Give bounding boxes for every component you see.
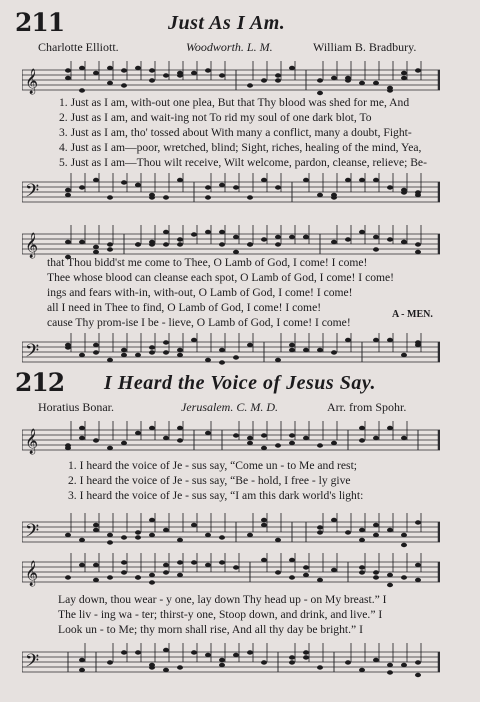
note-head <box>373 575 379 579</box>
note-head <box>65 193 71 197</box>
bass-clef-icon: 𝄢 <box>25 651 40 676</box>
note-head <box>135 535 141 539</box>
note-head <box>93 250 99 254</box>
note-head <box>261 433 267 437</box>
tune-name: Jerusalem. C. M. D. <box>181 400 278 414</box>
note-head <box>205 653 211 657</box>
note-head <box>415 250 421 254</box>
note-head <box>401 575 407 579</box>
note-head <box>191 560 197 564</box>
note-head <box>275 78 281 82</box>
note-head <box>415 520 421 524</box>
note-head <box>415 343 421 347</box>
note-head <box>121 535 127 539</box>
note-head <box>191 338 197 342</box>
note-head <box>65 188 71 192</box>
verse-line: 3. I heard the voice of Je - sus say, “I am this dark world's light: <box>68 489 364 502</box>
note-head <box>401 436 407 440</box>
verse-line: 2. I heard the voice of Je - sus say, “Be - hold, I free - ly give <box>68 474 351 487</box>
note-head <box>219 73 225 77</box>
note-head <box>233 565 239 569</box>
note-head <box>415 193 421 197</box>
note-head <box>163 563 169 567</box>
note-head <box>177 237 183 241</box>
note-head <box>107 66 113 70</box>
note-head <box>359 81 365 85</box>
note-head <box>247 650 253 654</box>
note-head <box>149 242 155 246</box>
hymn-title: Just As I Am. <box>168 12 286 34</box>
note-head <box>149 426 155 430</box>
bass-staff <box>22 640 440 680</box>
note-head <box>163 73 169 77</box>
note-head <box>359 570 365 574</box>
bass-clef-icon: 𝄢 <box>25 521 40 546</box>
note-head <box>401 543 407 547</box>
note-head <box>177 242 183 246</box>
note-head <box>387 338 393 342</box>
note-head <box>345 660 351 664</box>
note-head <box>373 338 379 342</box>
note-head <box>177 438 183 442</box>
note-head <box>93 245 99 249</box>
note-head <box>79 66 85 70</box>
bass-staff <box>22 330 440 370</box>
note-head <box>107 660 113 664</box>
note-head <box>135 242 141 246</box>
note-head <box>107 195 113 199</box>
note-head <box>121 441 127 445</box>
note-head <box>163 668 169 672</box>
note-head <box>163 436 169 440</box>
note-head <box>303 565 309 569</box>
note-head <box>317 348 323 352</box>
note-head <box>275 235 281 239</box>
verse-line: Lay down, thou wear - y one, lay down Thy head up - on My breast.” I <box>58 593 387 606</box>
note-head <box>79 658 85 662</box>
note-head <box>289 66 295 70</box>
note-head <box>317 78 323 82</box>
treble-staff <box>22 58 440 98</box>
note-head <box>261 518 267 522</box>
note-head <box>303 436 309 440</box>
note-head <box>345 178 351 182</box>
treble-clef-icon: 𝄞 <box>25 429 39 454</box>
treble-clef-icon: 𝄞 <box>25 561 39 586</box>
note-head <box>345 78 351 82</box>
note-head <box>387 237 393 241</box>
bass-clef-icon: 𝄢 <box>25 341 40 366</box>
staff-notation <box>22 510 440 550</box>
note-head <box>163 648 169 652</box>
note-head <box>219 360 225 364</box>
note-head <box>275 73 281 77</box>
note-head <box>387 670 393 674</box>
staff-notation <box>22 418 440 458</box>
note-head <box>219 658 225 662</box>
note-head <box>177 73 183 77</box>
note-head <box>415 68 421 72</box>
note-head <box>149 78 155 82</box>
note-head <box>219 183 225 187</box>
note-head <box>373 658 379 662</box>
note-head <box>177 178 183 182</box>
note-head <box>387 528 393 532</box>
verse-line: 1. Just as I am, with-out one plea, But that Thy blood was shed for me, And <box>59 96 410 109</box>
note-head <box>261 523 267 527</box>
note-head <box>135 530 141 534</box>
note-head <box>261 558 267 562</box>
note-head <box>107 242 113 246</box>
note-head <box>359 565 365 569</box>
note-head <box>93 528 99 532</box>
note-head <box>79 436 85 440</box>
note-head <box>121 650 127 654</box>
verse-line: that Thou bidd'st me come to Thee, O Lamb of God, I come! I come! <box>47 256 368 269</box>
verse-line: cause Thy prom-ise I be - lieve, O Lamb of God, I come! I come! <box>47 316 351 329</box>
note-head <box>205 195 211 199</box>
note-head <box>177 538 183 542</box>
note-head <box>219 242 225 246</box>
composer-credit: Arr. from Spohr. <box>327 400 407 414</box>
note-head <box>177 426 183 430</box>
note-head <box>205 431 211 435</box>
note-head <box>205 230 211 234</box>
note-head <box>345 530 351 534</box>
hymn-number: 211 <box>15 8 65 37</box>
note-head <box>345 237 351 241</box>
note-head <box>233 653 239 657</box>
staff-notation <box>22 330 440 370</box>
note-head <box>233 235 239 239</box>
note-head <box>219 230 225 234</box>
note-head <box>191 523 197 527</box>
note-head <box>331 76 337 80</box>
note-head <box>247 242 253 246</box>
note-head <box>149 345 155 349</box>
note-head <box>191 650 197 654</box>
note-head <box>205 358 211 362</box>
note-head <box>247 436 253 440</box>
note-head <box>79 240 85 244</box>
verse-line: 4. Just as I am—poor, wretched, blind; Sight, riches, healing of the mind, Yea, <box>59 141 422 154</box>
note-head <box>121 570 127 574</box>
note-head <box>401 353 407 357</box>
verse-line: 1. I heard the voice of Je - sus say, “Come un - to Me and rest; <box>68 459 358 472</box>
note-head <box>303 573 309 577</box>
note-head <box>303 348 309 352</box>
note-head <box>107 533 113 537</box>
note-head <box>289 433 295 437</box>
staff-notation <box>22 58 440 98</box>
note-head <box>317 91 323 95</box>
note-head <box>373 436 379 440</box>
note-head <box>359 438 365 442</box>
bass-clef-icon: 𝄢 <box>25 181 40 206</box>
note-head <box>121 348 127 352</box>
note-head <box>373 81 379 85</box>
note-head <box>261 78 267 82</box>
note-head <box>359 426 365 430</box>
note-head <box>373 523 379 527</box>
staff-notation <box>22 170 440 210</box>
note-head <box>331 441 337 445</box>
note-head <box>107 81 113 85</box>
note-head <box>205 533 211 537</box>
note-head <box>79 668 85 672</box>
note-head <box>233 355 239 359</box>
note-head <box>303 178 309 182</box>
note-head <box>65 533 71 537</box>
staff-notation <box>22 640 440 680</box>
hymn-title: I Heard the Voice of Jesus Say. <box>104 372 376 394</box>
tune-name: Woodworth. L. M. <box>186 40 273 54</box>
staff-notation <box>22 550 440 590</box>
note-head <box>177 560 183 564</box>
note-head <box>79 563 85 567</box>
note-head <box>289 655 295 659</box>
note-head <box>289 343 295 347</box>
note-head <box>261 237 267 241</box>
note-head <box>373 235 379 239</box>
author-credit: Horatius Bonar. <box>38 400 114 414</box>
note-head <box>79 88 85 92</box>
note-head <box>359 230 365 234</box>
author-credit: Charlotte Elliott. <box>38 40 119 54</box>
note-head <box>107 358 113 362</box>
verse-line: 5. Just as I am—Thou wilt receive, Wilt welcome, pardon, cleanse, relieve; Be- <box>59 156 427 169</box>
note-head <box>65 240 71 244</box>
note-head <box>121 180 127 184</box>
note-head <box>219 560 225 564</box>
note-head <box>247 195 253 199</box>
note-head <box>177 353 183 357</box>
note-head <box>401 533 407 537</box>
note-head <box>65 76 71 80</box>
note-head <box>65 575 71 579</box>
treble-staff <box>22 418 440 458</box>
note-head <box>65 68 71 72</box>
note-head <box>177 665 183 669</box>
note-head <box>163 350 169 354</box>
note-head <box>93 563 99 567</box>
composer-credit: William B. Bradbury. <box>313 40 417 54</box>
note-head <box>149 580 155 584</box>
verse-line: 2. Just as I am, and wait-ing not To rid my soul of one dark blot, To <box>59 111 372 124</box>
note-head <box>93 350 99 354</box>
note-head <box>275 185 281 189</box>
note-head <box>415 578 421 582</box>
bass-staff <box>22 510 440 550</box>
note-head <box>191 232 197 236</box>
verse-line: Thee whose blood can cleanse each spot, O Lamb of God, I come! I come! <box>47 271 395 284</box>
note-head <box>401 663 407 667</box>
note-head <box>93 438 99 442</box>
note-head <box>149 68 155 72</box>
note-head <box>359 668 365 672</box>
note-head <box>135 575 141 579</box>
note-head <box>107 446 113 450</box>
note-head <box>261 446 267 450</box>
note-head <box>205 185 211 189</box>
hymn-number: 212 <box>15 368 65 397</box>
note-head <box>163 242 169 246</box>
note-head <box>149 573 155 577</box>
note-head <box>149 663 155 667</box>
note-head <box>163 230 169 234</box>
note-head <box>373 570 379 574</box>
note-head <box>163 195 169 199</box>
note-head <box>65 446 71 450</box>
note-head <box>331 518 337 522</box>
note-head <box>135 66 141 70</box>
verse-line: ings and fears with-in, with-out, O Lamb of God, I come! I come! <box>47 286 353 299</box>
note-head <box>289 660 295 664</box>
note-head <box>191 71 197 75</box>
note-head <box>93 71 99 75</box>
note-head <box>233 185 239 189</box>
note-head <box>121 68 127 72</box>
note-head <box>93 523 99 527</box>
note-head <box>261 178 267 182</box>
note-head <box>177 573 183 577</box>
verse-line: Look un - to Me; thy morn shall rise, And all thy day be bright.” I <box>58 623 363 636</box>
note-head <box>359 178 365 182</box>
note-head <box>247 441 253 445</box>
note-head <box>289 348 295 352</box>
note-head <box>289 575 295 579</box>
note-head <box>149 533 155 537</box>
note-head <box>387 426 393 430</box>
note-head <box>359 538 365 542</box>
note-head <box>387 185 393 189</box>
note-head <box>401 240 407 244</box>
note-head <box>247 83 253 87</box>
note-head <box>163 340 169 344</box>
note-head <box>65 343 71 347</box>
note-head <box>177 348 183 352</box>
note-head <box>93 343 99 347</box>
note-head <box>345 338 351 342</box>
note-head <box>135 650 141 654</box>
note-head <box>289 235 295 239</box>
note-head <box>219 535 225 539</box>
note-head <box>233 250 239 254</box>
note-head <box>317 665 323 669</box>
note-head <box>205 68 211 72</box>
note-head <box>317 193 323 197</box>
note-head <box>387 663 393 667</box>
note-head <box>331 240 337 244</box>
bass-staff <box>22 170 440 210</box>
note-head <box>289 558 295 562</box>
note-head <box>387 573 393 577</box>
note-head <box>415 673 421 677</box>
note-head <box>331 350 337 354</box>
note-head <box>121 560 127 564</box>
note-head <box>401 76 407 80</box>
note-head <box>149 195 155 199</box>
amen-label: A - MEN. <box>392 309 433 320</box>
note-head <box>401 71 407 75</box>
note-head <box>317 530 323 534</box>
note-head <box>135 353 141 357</box>
note-head <box>135 431 141 435</box>
note-head <box>373 533 379 537</box>
note-head <box>317 578 323 582</box>
note-head <box>79 426 85 430</box>
verse-line: all I need in Thee to find, O Lamb of God, I come! I come! <box>47 301 322 314</box>
note-head <box>317 443 323 447</box>
note-head <box>219 663 225 667</box>
note-head <box>163 528 169 532</box>
verse-line: 3. Just as I am, tho' tossed about With many a conflict, many a doubt, Fight- <box>59 126 412 139</box>
note-head <box>163 570 169 574</box>
note-head <box>247 343 253 347</box>
note-head <box>275 538 281 542</box>
note-head <box>303 655 309 659</box>
note-head <box>121 353 127 357</box>
note-head <box>93 578 99 582</box>
note-head <box>107 540 113 544</box>
note-head <box>289 441 295 445</box>
note-head <box>107 575 113 579</box>
note-head <box>149 350 155 354</box>
note-head <box>93 178 99 182</box>
note-head <box>275 570 281 574</box>
treble-clef-icon: 𝄞 <box>25 233 39 258</box>
note-head <box>219 348 225 352</box>
note-head <box>149 518 155 522</box>
note-head <box>275 242 281 246</box>
note-head <box>387 88 393 92</box>
note-head <box>415 660 421 664</box>
note-head <box>317 525 323 529</box>
note-head <box>121 83 127 87</box>
note-head <box>233 433 239 437</box>
note-head <box>107 247 113 251</box>
note-head <box>79 538 85 542</box>
note-head <box>303 650 309 654</box>
treble-staff <box>22 550 440 590</box>
note-head <box>261 660 267 664</box>
note-head <box>415 242 421 246</box>
note-head <box>79 185 85 189</box>
note-head <box>275 443 281 447</box>
note-head <box>205 563 211 567</box>
verse-line: The liv - ing wa - ter; thirst-y one, Stoop down, and drink, and live.” I <box>58 608 383 621</box>
note-head <box>373 247 379 251</box>
note-head <box>415 563 421 567</box>
note-head <box>79 353 85 357</box>
note-head <box>373 178 379 182</box>
note-head <box>275 358 281 362</box>
note-head <box>247 533 253 537</box>
note-head <box>135 183 141 187</box>
note-head <box>303 235 309 239</box>
note-head <box>331 195 337 199</box>
note-head <box>359 528 365 532</box>
note-head <box>401 190 407 194</box>
note-head <box>387 583 393 587</box>
note-head <box>331 568 337 572</box>
treble-clef-icon: 𝄞 <box>25 69 39 94</box>
